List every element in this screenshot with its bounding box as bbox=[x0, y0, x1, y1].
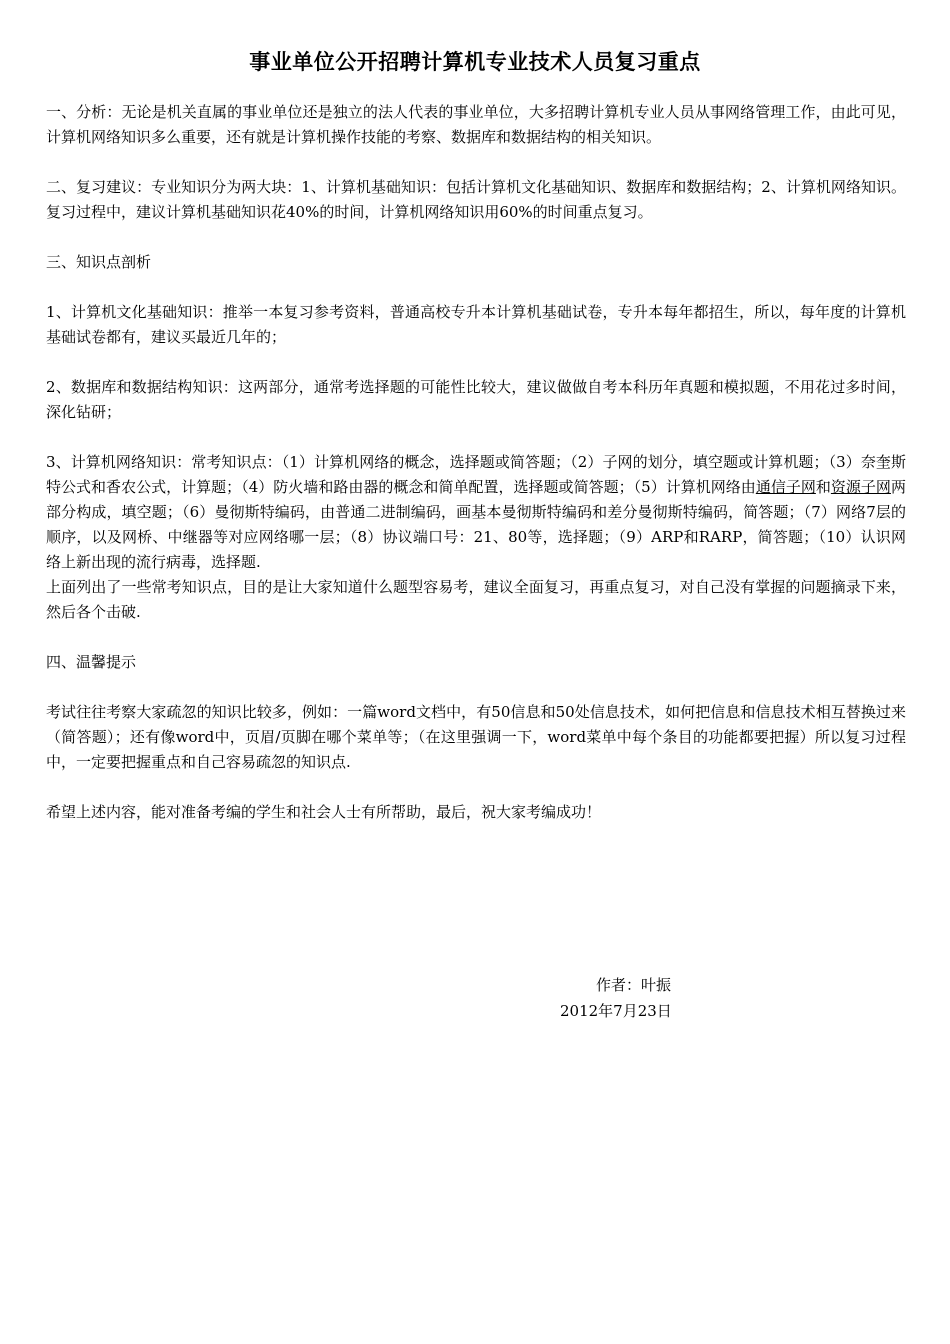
paragraph-gap bbox=[46, 775, 906, 800]
underlined-term-communication-subnet: 通信子网 bbox=[755, 478, 816, 496]
paragraph-gap bbox=[46, 425, 906, 450]
document-body bbox=[46, 100, 906, 825]
network-text-part-a: 3、计算机网络知识：常考知识点：（1）计算机网络的概念，选择题或简答题；（2）子网的划分，填空题或计算机题；（3）奈奎斯特公式和香农公式，计算题；（4）防火墙和路由器的概念和简单配置，选择题或简答题；（5）计算机网络由 bbox=[46, 453, 906, 496]
knowledge-item-basics: 1、计算机文化基础知识：推举一本复习参考资料，普通高校专升本计算机基础试卷，专升本每年都招生，所以，每年度的计算机基础试卷都有，建议买最近几年的； bbox=[46, 303, 906, 346]
knowledge-summary: 上面列出了一些常考知识点，目的是让大家知道什么题型容易考，建议全面复习，再重点复习，对自己没有掌握的问题摘录下来，然后各个击破. bbox=[46, 578, 906, 621]
section-advice: 二、复习建议：专业知识分为两大块：1、计算机基础知识：包括计算机文化基础知识、数据库和数据结构；2、计算机网络知识。复习过程中，建议计算机基础知识花40%的时间，计算机网络知识用60%的时间重点复习。 bbox=[46, 178, 906, 221]
section-heading-tips: 四、温馨提示 bbox=[46, 653, 137, 671]
date-line: 2012年7月23日 bbox=[560, 1002, 672, 1020]
knowledge-item-database: 2、数据库和数据结构知识：这两部分，通常考选择题的可能性比较大，建议做做自考本科历年真题和模拟题，不用花过多时间，深化钻研； bbox=[46, 378, 906, 421]
closing-wish: 希望上述内容，能对准备考编的学生和社会人士有所帮助，最后，祝大家考编成功！ bbox=[46, 803, 602, 821]
underlined-term-resource-subnet: 资源子网 bbox=[830, 478, 891, 496]
paragraph-gap bbox=[46, 275, 906, 300]
paragraph-gap bbox=[46, 350, 906, 375]
signature-block bbox=[560, 972, 750, 1024]
paragraph-gap bbox=[46, 675, 906, 700]
section-heading-knowledge: 三、知识点剖析 bbox=[46, 253, 152, 271]
author-line: 作者：叶振 bbox=[596, 976, 672, 994]
paragraph-gap bbox=[46, 150, 906, 175]
document-title: 事业单位公开招聘计算机专业技术人员复习重点 bbox=[249, 50, 701, 74]
knowledge-item-network bbox=[46, 450, 906, 575]
paragraph-gap bbox=[46, 625, 906, 650]
tips-paragraph: 考试往往考察大家疏忽的知识比较多，例如：一篇word文档中，有50信息和50处信息技术，如何把信息和信息技术相互替换过来（简答题）；还有像word中，页眉/页脚在哪个菜单等；（在这里强调一下，word菜单中每个条目的功能都要把握）所以复习过程中，一定要把握重点和自己容易疏忽的知识点. bbox=[46, 703, 906, 771]
network-text-part-b: 两部分构成，填空题；（6）曼彻斯特编码，由普通二进制编码，画基本曼彻斯特编码和差分曼彻斯特编码，简答题；（7）网络7层的顺序，以及网桥、中继器等对应网络哪一层；（8）协议端口号：21、80等，选择题；（9）ARP和RARP，简答题；（10）认识网络上新出现的流行病毒，选择题. bbox=[46, 478, 906, 571]
paragraph-gap bbox=[46, 225, 906, 250]
network-text-and: 和 bbox=[815, 478, 831, 496]
section-analysis: 一、分析：无论是机关直属的事业单位还是独立的法人代表的事业单位，大多招聘计算机专业人员从事网络管理工作，由此可见，计算机网络知识多么重要，还有就是计算机操作技能的考察、数据库和数据结构的相关知识。 bbox=[46, 103, 906, 146]
